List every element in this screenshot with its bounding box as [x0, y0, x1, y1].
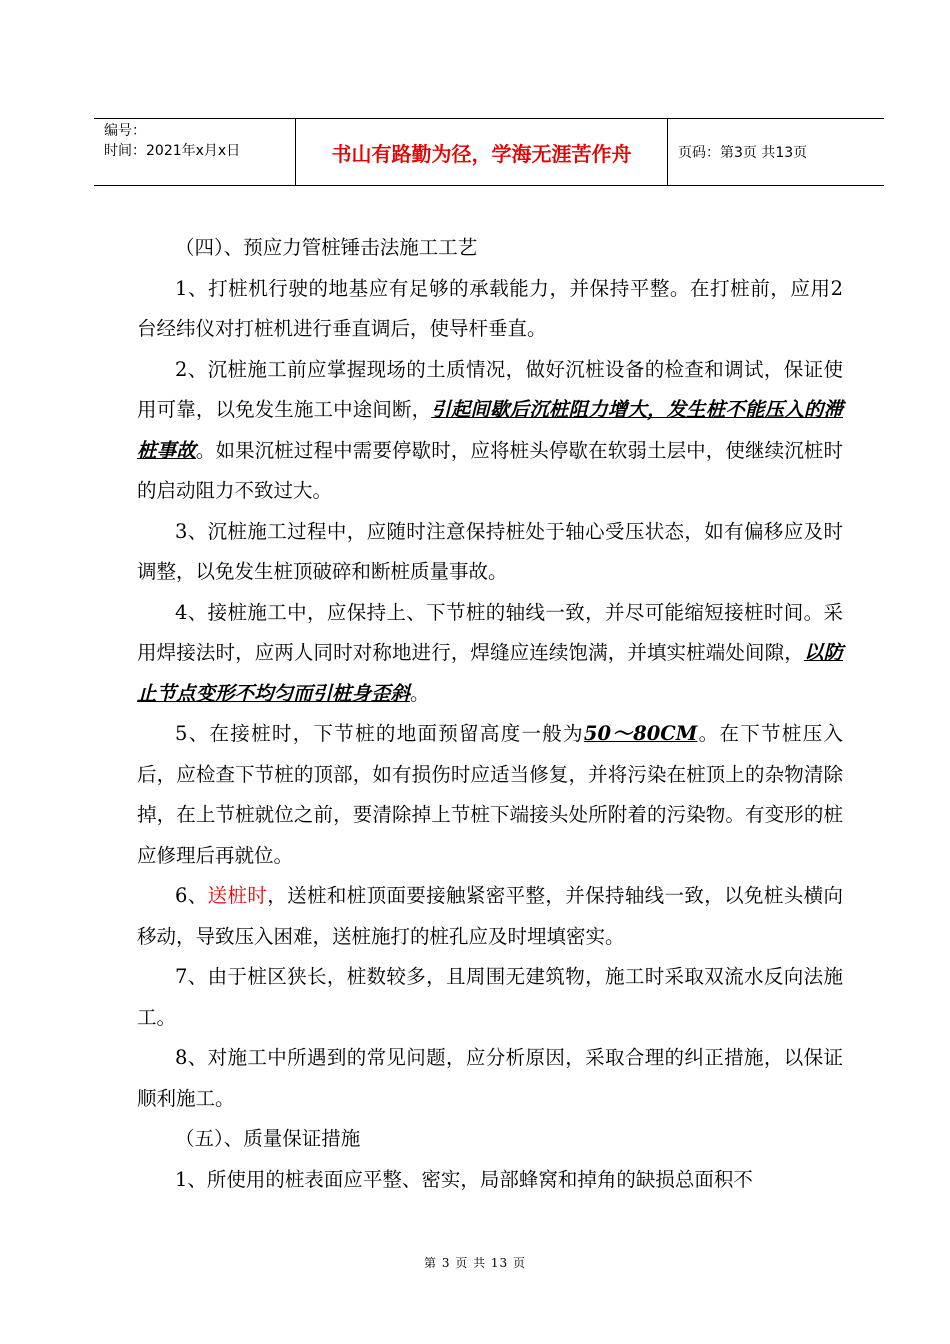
paragraph-4-text-a: 4、接桩施工中，应保持上、下节桩的轴线一致，并尽可能缩短接桩时间。采用焊接法时，应两人同时对称地进行，焊缝应连续饱满，并填实桩端处间隙，	[137, 600, 843, 664]
paragraph-6-red-text: 送桩时	[207, 884, 268, 907]
paragraph-1: 1、打桩机行驶的地基应有足够的承载能力，并保持平整。在打桩前，应用2台经纬仪对打桩机进行垂直调后，使导杆垂直。	[137, 276, 843, 340]
time-label: 时间：2021年x月x日	[104, 143, 241, 159]
paragraph-5-emphasis: 50～80CM	[583, 722, 698, 745]
header-page-label: 页码：第3页 共13页	[678, 145, 808, 161]
number-label: 编号：	[104, 123, 146, 139]
paragraph-5-text-b: 。在下节桩压入后，应检查下节桩的顶部，如有损伤时应适当修复，并将污染在桩顶上的杂物清除掉，在上节桩就位之前，要清除掉上节桩下端接头处所附着的污染物。有变形的桩应修理后再就位。	[137, 722, 843, 867]
paragraph-2	[137, 350, 843, 512]
section-title-5: （五）、质量保证措施	[175, 1127, 361, 1150]
section-title-4: （四）、预应力管桩锤击法施工工艺	[175, 236, 478, 259]
header-table	[94, 118, 884, 186]
paragraph-4	[137, 593, 843, 715]
paragraph-6-text-a: 6、	[175, 884, 208, 907]
paragraph-2-text-a: 2、沉桩施工前应掌握现场的土质情况，做好沉桩设备的检查和调试，保证使用可靠，以免发生施工中途间断，	[137, 357, 843, 421]
paragraph-6	[137, 876, 843, 957]
paragraph-4-emphasis: 以防止节点变形不均匀而引桩身歪斜	[137, 641, 843, 705]
paragraph-7: 7、由于桩区狭长，桩数较多，且周围无建筑物，施工时采取双流水反向法施工。	[137, 965, 843, 1029]
paragraph-3: 3、沉桩施工过程中，应随时注意保持桩处于轴心受压状态，如有偏移应及时调整，以免发生桩顶破碎和断桩质量事故。	[137, 519, 843, 583]
paragraph-8: 8、对施工中所遇到的常见问题，应分析原因，采取合理的纠正措施，以保证顺利施工。	[137, 1046, 843, 1110]
paragraph-2-text-b: 。如果沉桩过程中需要停歇时，应将桩头停歇在软弱土层中，使继续沉桩时的启动阻力不致过大。	[137, 438, 843, 502]
paragraph-9: 1、所使用的桩表面应平整、密实，局部蜂窝和掉角的缺损总面积不	[175, 1167, 753, 1191]
paragraph-4-text-b: 。	[410, 681, 430, 705]
paragraph-2-emphasis: 引起间歇后沉桩阻力增大，发生桩不能压入的滞桩事故	[137, 398, 843, 462]
paragraph-5	[137, 714, 843, 876]
paragraph-5-text-a: 5、在接桩时，下节桩的地面预留高度一般为	[175, 722, 584, 745]
header-meta	[94, 119, 296, 185]
page-footer: 第 3 页 共 13 页	[424, 1256, 526, 1270]
header-motto: 书山有路勤为径，学海无涯苦作舟	[296, 119, 668, 185]
document-body	[137, 228, 843, 1200]
paragraph-6-text-b: ，送桩和桩顶面要接触紧密平整，并保持轴线一致，以免桩头横向移动，导致压入困难，送桩施打的桩孔应及时埋填密实。	[137, 884, 843, 948]
